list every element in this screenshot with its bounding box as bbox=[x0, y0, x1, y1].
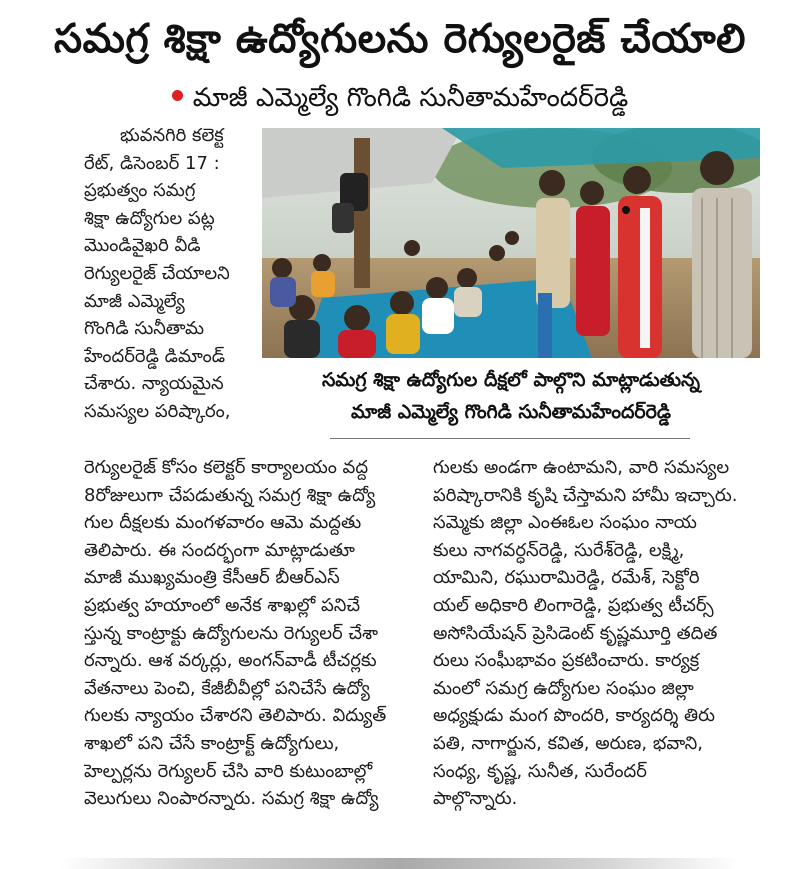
headline: సమగ్ర శిక్షా ఉద్యోగులను రెగ్యులరైజ్ చేయాలి bbox=[54, 16, 746, 62]
body-line: స్తున్న కాంట్రాక్టు ఉద్యోగులను రెగ్యులర్ చేశా bbox=[84, 622, 378, 644]
body-line: తెలిపారు. ఈ సందర్భంగా మాట్లాడుతూ bbox=[84, 539, 355, 561]
body-line: పరిష్కారానికి కృషి చేస్తామని హామీ ఇచ్చారు. bbox=[433, 484, 738, 506]
body-line: 8రోజులుగా చేపడుతున్న సమగ్ర శిక్షా ఉద్యో bbox=[84, 484, 376, 506]
caption-divider bbox=[330, 438, 690, 439]
body-line: పాల్గొన్నారు. bbox=[433, 788, 518, 810]
intro-line: మాజీ ఎమ్మెల్యే bbox=[84, 290, 185, 312]
intro-line: గొంగిడి సునీతామ bbox=[84, 318, 205, 340]
protest-scene-illustration bbox=[262, 128, 760, 358]
body-line: గులకు అండగా ఉంటామని, వారి సమస్యల bbox=[433, 457, 730, 478]
intro-line: రేట్, డిసెంబర్ 17 : bbox=[84, 152, 220, 174]
intro-paragraph bbox=[84, 122, 250, 426]
body-line: సంధ్య, కృష్ణ, సునీత, సురేందర్ bbox=[433, 760, 647, 782]
right-column bbox=[433, 454, 763, 813]
subheadline-text: మాజీ ఎమ్మెల్యే గొంగిడి సునీతామహేందర్‌రెడ్డి bbox=[192, 83, 629, 113]
caption-line: మాజీ ఎమ్మెల్యే గొంగిడి సునీతామహేందర్‌రెడ్డి bbox=[351, 401, 671, 423]
subheadline bbox=[0, 80, 800, 116]
body-line: శాఖలో పని చేసే కాంట్రాక్ట్ ఉద్యోగులు, bbox=[84, 732, 340, 754]
body-line: గుల దీక్షలకు మంగళవారం ఆమె మద్దతు bbox=[84, 512, 362, 534]
next-article-cutoff bbox=[60, 858, 740, 869]
body-line: యల్ అధికారి లింగారెడ్డి, ప్రభుత్వ టీచర్స్ bbox=[433, 594, 714, 616]
body-line: అసోసియేషన్ ప్రెసిడెంట్ కృష్ణమూర్తి తదిత bbox=[433, 622, 718, 644]
photo-caption bbox=[262, 364, 760, 428]
red-bullet-icon bbox=[172, 90, 183, 101]
intro-line: చేశారు. న్యాయమైన bbox=[84, 373, 224, 395]
intro-line: సమస్యల పరిష్కారం, bbox=[84, 400, 231, 422]
body-line: వేతనాలు పెంచి, కేజీబీవీల్లో పనిచేసే ఉద్యో bbox=[84, 677, 370, 699]
intro-line: ప్రభుత్వం సమగ్ర bbox=[84, 180, 196, 202]
body-line: వెలుగులు నింపారన్నారు. సమగ్ర శిక్షా ఉద్యో bbox=[84, 788, 379, 810]
body-line: ప్రభుత్వ హయాంలో అనేక శాఖల్లో పనిచే bbox=[84, 594, 361, 616]
body-line: హెల్పర్లను రెగ్యులర్ చేసి వారి కుటుంబాల్లో bbox=[84, 760, 373, 782]
body-line: రులు సంఘీభావం ప్రకటించారు. కార్యక్ర bbox=[433, 650, 700, 672]
intro-line: రెగ్యులరైజ్ చేయాలని bbox=[84, 262, 230, 284]
body-line: రన్నారు. ఆశ వర్కర్లు, అంగన్‌వాడీ టీచర్లకు bbox=[84, 650, 377, 672]
body-line: కులు నాగవర్ధన్‌రెడ్డి, సురేశ్‌రెడ్డి, లక్ష్మి, bbox=[433, 539, 685, 561]
news-photo bbox=[262, 128, 760, 358]
body-line: రెగ్యులరైజ్ కోసం కలెక్టర్ కార్యాలయం వద్ద bbox=[84, 457, 369, 478]
intro-line: శిక్షా ఉద్యోగుల పట్ల bbox=[84, 207, 215, 229]
body-line: మంలో సమగ్ర ఉద్యోగుల సంఘం జిల్లా bbox=[433, 677, 694, 699]
intro-line: హేందర్‌రెడ్డి డిమాండ్ bbox=[84, 345, 226, 367]
caption-line: సమగ్ర శిక్షా ఉద్యోగుల దీక్షలో పాల్గొని మాట్లాడుతున్న bbox=[321, 369, 701, 391]
body-line: యామిని, రఘురామిరెడ్డి, రమేశ్, సెక్టోరి bbox=[433, 567, 700, 589]
left-column bbox=[84, 454, 414, 813]
intro-line: మొండివైఖరి వీడి bbox=[84, 235, 201, 257]
body-line: సమ్మెకు జిల్లా ఎంఈఓల సంఘం నాయ bbox=[433, 512, 697, 534]
body-line: పతి, నాగార్జున, కవిత, అరుణ, భవాని, bbox=[433, 732, 703, 754]
body-line: అధ్యక్షుడు మంగ పొందరి, కార్యదర్శి తిరు bbox=[433, 705, 715, 727]
intro-line: భువనగిరి కలెక్ట bbox=[120, 125, 224, 146]
body-line: గులకు న్యాయం చేశారని తెలిపారు. విద్యుత్ bbox=[84, 705, 387, 727]
body-line: మాజీ ముఖ్యమంత్రి కేసీఆర్ బీఆర్ఎస్ bbox=[84, 567, 340, 589]
